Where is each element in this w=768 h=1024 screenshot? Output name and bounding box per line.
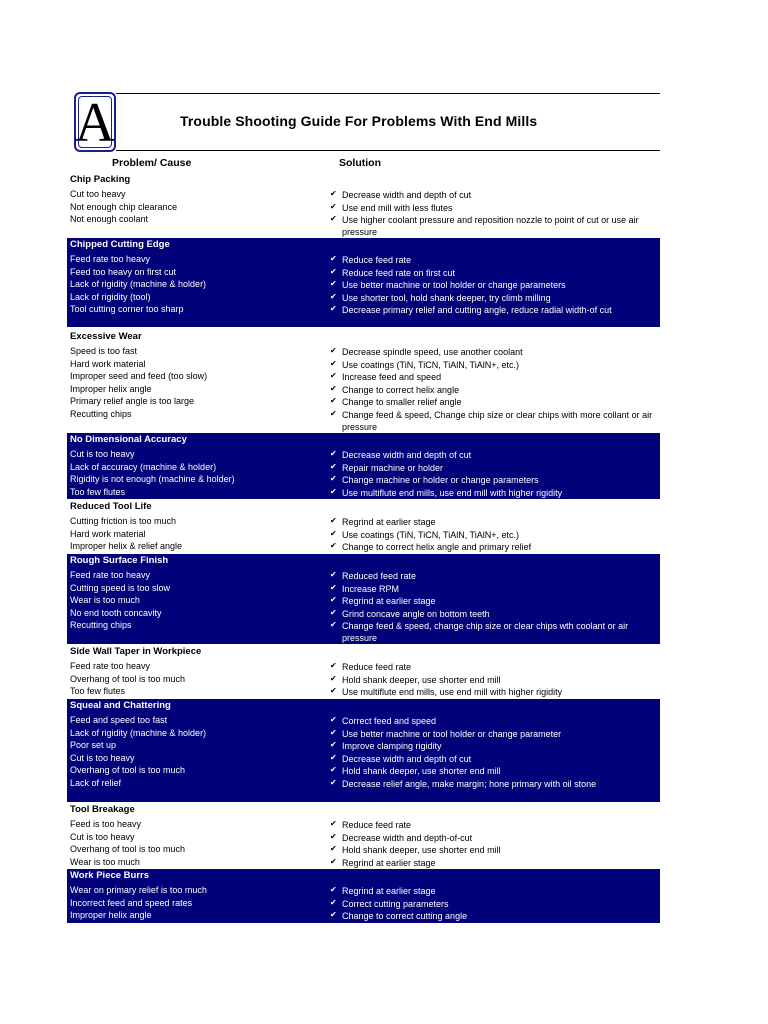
solution-text: Correct cutting parameters	[342, 898, 449, 909]
section-title: No Dimensional Accuracy	[70, 434, 187, 445]
checkmark-icon: ✔	[330, 570, 337, 579]
solution-text: Decrease width and depth of cut	[342, 450, 472, 460]
problem-cause: Improper helix angle	[70, 383, 152, 394]
problem-cause: Improper helix & relief angle	[70, 541, 183, 552]
table-row	[67, 279, 660, 292]
solution-text: Decrease primary relief and cutting angle, reduce radial width-of cut	[342, 305, 612, 316]
solution-text-continued: pressure	[342, 421, 378, 432]
checkmark-icon: ✔	[330, 371, 337, 381]
checkmark-icon: ✔	[330, 765, 337, 775]
problem-cause: Improper seed and feed (too slow)	[70, 371, 208, 382]
checkmark-icon: ✔	[330, 266, 337, 276]
solution-text-continued: pressure	[342, 633, 378, 643]
solution-text: Increase RPM	[342, 583, 400, 594]
checkmark-icon: ✔	[330, 189, 337, 198]
section-title: Reduced Tool Life	[70, 501, 152, 512]
solution-text: Change feed & speed, change chip size or clear chips wth coolant or air	[342, 621, 629, 632]
table-row	[67, 857, 660, 870]
solution-text: Change to smaller relief angle	[342, 397, 462, 408]
checkmark-icon: ✔	[330, 752, 337, 762]
problem-cause: Poor set up	[70, 740, 117, 751]
table-row	[67, 487, 660, 500]
table-row	[67, 674, 660, 687]
solution-text: Use higher coolant pressure and reposition nozzle to point of cut or use air	[342, 215, 639, 226]
solution-text: Reduce feed rate	[342, 662, 412, 672]
checkmark-icon: ✔	[330, 449, 337, 458]
section-title: Excessive Wear	[70, 331, 142, 342]
section-title: Squeal and Chattering	[70, 700, 171, 711]
solution-text: Decrease spindle speed, use another coolant	[342, 347, 523, 357]
checkmark-icon: ✔	[330, 856, 337, 866]
solution-text: Decrease relief angle, make margin; hone primary with oil stone	[342, 779, 597, 789]
checkmark-icon: ✔	[330, 831, 337, 841]
problem-cause: Wear on primary relief is too much	[70, 885, 207, 895]
problem-cause: Tool cutting corner too sharp	[70, 304, 184, 315]
checkmark-icon: ✔	[330, 620, 337, 630]
checkmark-icon: ✔	[330, 607, 337, 617]
problem-cause: Overhang of tool is too much	[70, 765, 186, 776]
section-title: Tool Breakage	[70, 804, 135, 815]
problem-cause: Feed too heavy on first cut	[70, 266, 177, 277]
checkmark-icon: ✔	[330, 516, 337, 525]
solution-text: Decrease width and depth of cut	[342, 753, 472, 764]
solution-text-continued: pressure	[342, 226, 378, 237]
solution-text: Reduced feed rate	[342, 571, 417, 581]
company-logo	[74, 92, 116, 152]
table-row	[67, 474, 660, 487]
problem-cause: Improper helix angle	[70, 910, 152, 921]
checkmark-icon: ✔	[330, 582, 337, 592]
problem-cause: Cut is too heavy	[70, 752, 135, 763]
table-row	[67, 728, 660, 741]
solution-text: Hold shank deeper, use shorter end mill	[342, 766, 501, 777]
table-row	[67, 595, 660, 608]
solution-text: Change feed & speed, Change chip size or clear chips with more collant or air	[342, 410, 653, 420]
problem-cause: Cut is too heavy	[70, 831, 135, 842]
problem-cause: No end tooth concavity	[70, 607, 162, 618]
table-row	[67, 661, 660, 674]
section-title: Side Wall Taper in Workpiece	[70, 646, 202, 657]
checkmark-icon: ✔	[330, 474, 337, 484]
table-row-continuation	[67, 632, 660, 645]
problem-cause: Hard work material	[70, 358, 146, 369]
checkmark-icon: ✔	[330, 304, 337, 314]
solution-text: Change to correct cutting angle	[342, 911, 468, 922]
solution-text: Use coatings (TiN, TiCN, TiAlN, TiAlN+, etc.)	[342, 529, 519, 540]
header-rule-bottom	[116, 150, 660, 151]
checkmark-icon: ✔	[330, 844, 337, 854]
problem-cause: Wear is too much	[70, 856, 140, 867]
table-row	[67, 449, 660, 462]
checkmark-icon: ✔	[330, 595, 337, 605]
table-row	[67, 202, 660, 215]
solution-text: Change to correct helix angle and primary relief	[342, 542, 532, 553]
checkmark-icon: ✔	[330, 885, 337, 894]
problem-cause: Lack of rigidity (tool)	[70, 291, 151, 302]
solution-text: Increase feed and speed	[342, 372, 442, 383]
table-row	[67, 516, 660, 529]
solution-text: Regrind at earlier stage	[342, 886, 436, 896]
solution-text: Use coatings (TiN, TiCN, TiAlN, TiAlN+, etc.)	[342, 359, 519, 370]
problem-cause: Feed rate too heavy	[70, 570, 151, 580]
table-row	[67, 570, 660, 583]
table-row	[67, 462, 660, 475]
table-row	[67, 359, 660, 372]
table-row	[67, 819, 660, 832]
checkmark-icon: ✔	[330, 383, 337, 393]
section-4	[67, 500, 660, 553]
table-row	[67, 740, 660, 753]
problem-cause: Cut is too heavy	[70, 449, 135, 459]
section-title: Chipped Cutting Edge	[70, 239, 170, 250]
solution-text: Change machine or holder or change parameters	[342, 475, 539, 486]
logo-letter: A	[74, 92, 116, 154]
checkmark-icon: ✔	[330, 214, 337, 224]
table-row	[67, 885, 660, 898]
solution-text: Grind concave angle on bottom teeth	[342, 608, 490, 619]
table-row	[67, 371, 660, 384]
checkmark-icon: ✔	[330, 279, 337, 289]
solution-text: Use multiflute end mills, use end mill with higher rigidity	[342, 687, 563, 698]
problem-cause: Cut too heavy	[70, 189, 126, 199]
table-row	[67, 898, 660, 911]
solution-text: Regrind at earlier stage	[342, 517, 436, 527]
checkmark-icon: ✔	[330, 291, 337, 301]
table-row	[67, 765, 660, 778]
table-row	[67, 384, 660, 397]
checkmark-icon: ✔	[330, 358, 337, 368]
section-7	[67, 699, 660, 802]
table-row	[67, 608, 660, 621]
checkmark-icon: ✔	[330, 254, 337, 263]
table-row	[67, 910, 660, 923]
problem-cause: Recutting chips	[70, 620, 132, 631]
problem-cause: Not enough coolant	[70, 214, 149, 225]
checkmark-icon: ✔	[330, 686, 337, 696]
problem-cause: Overhang of tool is too much	[70, 673, 186, 684]
problem-cause: Overhang of tool is too much	[70, 844, 186, 855]
section-title: Chip Packing	[70, 174, 131, 185]
document-header	[0, 0, 768, 170]
solution-text: Regrind at earlier stage	[342, 596, 436, 607]
table-row	[67, 844, 660, 857]
checkmark-icon: ✔	[330, 396, 337, 406]
problem-cause: Too few flutes	[70, 486, 126, 497]
table-row	[67, 541, 660, 554]
checkmark-icon: ✔	[330, 486, 337, 496]
problem-cause: Cutting friction is too much	[70, 516, 177, 526]
section-6	[67, 645, 660, 698]
section-3	[67, 433, 660, 499]
table-row	[67, 346, 660, 359]
solution-text: Use better machine or tool holder or change parameter	[342, 728, 562, 739]
section-9	[67, 869, 660, 923]
table-row	[67, 529, 660, 542]
problem-cause: Lack of accuracy (machine & holder)	[70, 461, 217, 472]
section-1	[67, 238, 660, 327]
table-row	[67, 304, 660, 317]
solution-text: Change to correct helix angle	[342, 384, 460, 395]
page-title: Trouble Shooting Guide For Problems With End Mills	[180, 113, 538, 129]
solution-text: Decrease width and depth of cut	[342, 190, 472, 200]
solution-text: Improve clamping rigidity	[342, 741, 442, 752]
table-row	[67, 254, 660, 267]
problem-cause: Too few flutes	[70, 686, 126, 697]
checkmark-icon: ✔	[330, 740, 337, 750]
problem-cause: Incorrect feed and speed rates	[70, 897, 193, 908]
solution-text: Reduce feed rate	[342, 820, 412, 830]
checkmark-icon: ✔	[330, 727, 337, 737]
problem-cause: Speed is too fast	[70, 346, 138, 356]
problem-cause: Wear is too much	[70, 595, 140, 606]
checkmark-icon: ✔	[330, 346, 337, 355]
column-header-solution: Solution	[339, 157, 381, 169]
solution-text: Hold shank deeper, use shorter end mill	[342, 845, 501, 856]
checkmark-icon: ✔	[330, 819, 337, 828]
section-8	[67, 803, 660, 869]
solution-text: Hold shank deeper, use shorter end mill	[342, 674, 501, 685]
problem-cause: Primary relief angle is too large	[70, 396, 195, 407]
solution-text: Repair machine or holder	[342, 462, 444, 473]
solution-text: Reduce feed rate	[342, 255, 412, 265]
problem-cause: Lack of relief	[70, 778, 122, 788]
problem-cause: Feed rate too heavy	[70, 661, 151, 671]
table-row	[67, 778, 660, 791]
table-row-continuation	[67, 421, 660, 434]
section-0	[67, 173, 660, 237]
table-row	[67, 267, 660, 280]
solution-text: Use shorter tool, hold shank deeper, try climb milling	[342, 292, 551, 303]
checkmark-icon: ✔	[330, 910, 337, 920]
table-row	[67, 715, 660, 728]
checkmark-icon: ✔	[330, 715, 337, 724]
checkmark-icon: ✔	[330, 778, 337, 787]
problem-cause: Hard work material	[70, 528, 146, 539]
solution-text: Decrease width and depth-of-cut	[342, 832, 473, 843]
section-title: Rough Surface Finish	[70, 555, 169, 566]
solution-text: Use multiflute end mills, use end mill with higher rigidity	[342, 487, 563, 498]
table-row	[67, 583, 660, 596]
solution-text: Use better machine or tool holder or change parameters	[342, 280, 566, 291]
checkmark-icon: ✔	[330, 661, 337, 670]
checkmark-icon: ✔	[330, 673, 337, 683]
table-row-continuation	[67, 226, 660, 239]
table-row	[67, 396, 660, 409]
problem-cause: Cutting speed is too slow	[70, 582, 171, 593]
solution-text: Reduce feed rate on first cut	[342, 267, 456, 278]
solution-text: Correct feed and speed	[342, 716, 437, 726]
checkmark-icon: ✔	[330, 409, 337, 418]
problem-cause: Feed and speed too fast	[70, 715, 168, 725]
checkmark-icon: ✔	[330, 461, 337, 471]
checkmark-icon: ✔	[330, 201, 337, 211]
solution-text: Use end mill with less flutes	[342, 202, 453, 213]
problem-cause: Lack of rigidity (machine & holder)	[70, 727, 207, 738]
table-row	[67, 189, 660, 202]
table-row	[67, 292, 660, 305]
problem-cause: Feed rate too heavy	[70, 254, 151, 264]
table-row	[67, 832, 660, 845]
section-title: Work Piece Burrs	[70, 870, 150, 881]
problem-cause: Feed is too heavy	[70, 819, 142, 829]
problem-cause: Rigidity is not enough (machine & holder)	[70, 474, 235, 485]
column-header-problem: Problem/ Cause	[112, 157, 192, 169]
problem-cause: Recutting chips	[70, 409, 132, 419]
table-row	[67, 686, 660, 699]
checkmark-icon: ✔	[330, 528, 337, 538]
section-5	[67, 554, 660, 644]
header-rule-top	[116, 93, 660, 94]
checkmark-icon: ✔	[330, 541, 337, 551]
table-row	[67, 753, 660, 766]
problem-cause: Lack of rigidity (machine & holder)	[70, 279, 207, 290]
checkmark-icon: ✔	[330, 897, 337, 907]
problem-cause: Not enough chip clearance	[70, 201, 178, 212]
solution-text: Regrind at earlier stage	[342, 857, 436, 868]
section-2	[67, 330, 660, 432]
